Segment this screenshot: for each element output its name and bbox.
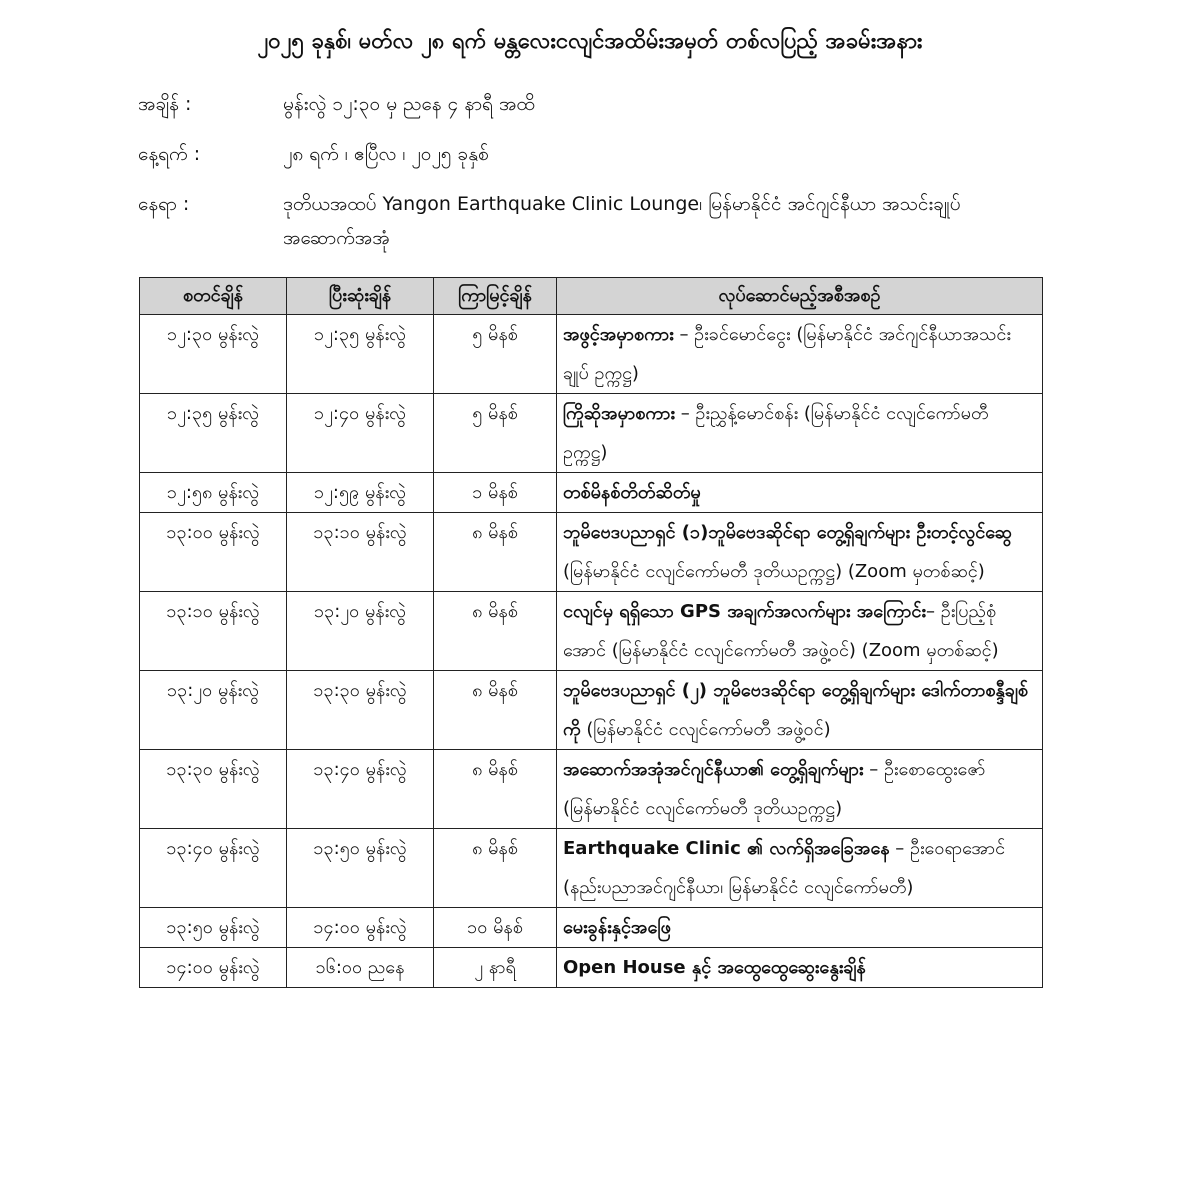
document-title: ၂၀၂၅ ခုနှစ်၊ မတ်လ ၂၈ ရက် မန္တလေးငလျင်အထိမ်းအမှတ် တစ်လပြည့် အခမ်းအနား [257, 29, 923, 54]
duration: ၅ မိနစ် [434, 315, 557, 394]
start-time: ၁၃:၂၀ မွန်းလွဲ [140, 671, 287, 750]
program-item [557, 473, 1043, 513]
header-duration: ကြာမြင့်ချိန် [434, 278, 557, 315]
end-time: ၁၃:၂၀ မွန်းလွဲ [287, 592, 434, 671]
table-row [140, 513, 1043, 592]
program-item [557, 513, 1043, 592]
duration: ၈ မိနစ် [434, 513, 557, 592]
end-time: ၁၄:၀၀ မွန်းလွဲ [287, 908, 434, 948]
end-time: ၁၃:၃၀ မွန်းလွဲ [287, 671, 434, 750]
duration: ၂ နာရီ [434, 948, 557, 988]
start-time: ၁၂:၃၅ မွန်းလွဲ [140, 394, 287, 473]
program-detail: – ဦးပြည့်စုံအောင် (မြန်မာနိုင်ငံ ငလျင်ကော်မတီ အဖွဲ့ဝင်) (Zoom မှတစ်ဆင့်) [563, 601, 999, 661]
table-row [140, 315, 1043, 394]
meta-time-label: အချိန် : [138, 93, 192, 115]
start-time: ၁၄:၀၀ မွန်းလွဲ [140, 948, 287, 988]
program-title: Earthquake Clinic ၏ လက်ရှိအခြေအနေ [563, 838, 890, 859]
program-title: ဘူမိဗေဒပညာရှင် (၁)ဘူမိဗေဒဆိုင်ရာ တွေ့ရှိချက်များ ဦးတင့်လွင်ဆွေ [563, 522, 1012, 543]
program-title: တစ်မိနစ်တိတ်ဆိတ်မှု [563, 482, 701, 503]
start-time: ၁၂:၅၈ မွန်းလွဲ [140, 473, 287, 513]
end-time: ၁၂:၄၀ မွန်းလွဲ [287, 394, 434, 473]
program-item [557, 829, 1043, 908]
start-time: ၁၃:၅၀ မွန်းလွဲ [140, 908, 287, 948]
table-header-row [140, 278, 1043, 315]
duration: ၅ မိနစ် [434, 394, 557, 473]
program-item [557, 750, 1043, 829]
table-row [140, 948, 1043, 988]
program-item [557, 592, 1043, 671]
program-item [557, 908, 1043, 948]
duration: ၁၀ မိနစ် [434, 908, 557, 948]
header-start-time: စတင်ချိန် [140, 278, 287, 315]
program-item [557, 394, 1043, 473]
meta-venue-value: ဒုတိယအထပ် Yangon Earthquake Clinic Lounge၊ မြန်မာနိုင်ငံ အင်ဂျင်နီယာ အသင်းချုပ် အဆောက်အအုံ [283, 193, 961, 249]
meta-date-value: ၂၈ ရက် ၊ ဧပြီလ ၊ ၂၀၂၅ ခုနှစ် [283, 143, 489, 165]
program-title: ကြိုဆိုအမှာစကား [563, 403, 675, 424]
schedule-table [139, 277, 1043, 988]
duration: ၈ မိနစ် [434, 592, 557, 671]
duration: ၁ မိနစ် [434, 473, 557, 513]
table-row [140, 750, 1043, 829]
program-title: ငလျင်မှ ရရှိသော GPS အချက်အလက်များ အကြောင်း [563, 601, 926, 622]
program-detail: (မြန်မာနိုင်ငံ ငလျင်ကော်မတီ ဒုတိယဥက္ကဋ္ဌ) (Zoom မှတစ်ဆင့်) [563, 561, 985, 582]
program-detail: – ဦးခင်မောင်ငွေး (မြန်မာနိုင်ငံ အင်ဂျင်နီယာအသင်းချုပ် ဥက္ကဋ္ဌ) [563, 324, 1011, 384]
program-item [557, 948, 1043, 988]
table-row [140, 908, 1043, 948]
end-time: ၁၃:၄၀ မွန်းလွဲ [287, 750, 434, 829]
meta-venue-label: နေရာ : [138, 193, 190, 215]
header-end-time: ပြီးဆုံးချိန် [287, 278, 434, 315]
start-time: ၁၃:၀၀ မွန်းလွဲ [140, 513, 287, 592]
end-time: ၁၆:၀၀ ညနေ [287, 948, 434, 988]
start-time: ၁၃:၃၀ မွန်းလွဲ [140, 750, 287, 829]
table-row [140, 671, 1043, 750]
table-row [140, 829, 1043, 908]
end-time: ၁၃:၅၀ မွန်းလွဲ [287, 829, 434, 908]
start-time: ၁၃:၁၀ မွန်းလွဲ [140, 592, 287, 671]
end-time: ၁၃:၁၀ မွန်းလွဲ [287, 513, 434, 592]
table-row [140, 592, 1043, 671]
program-title: အဖွင့်အမှာစကား [563, 324, 674, 345]
duration: ၈ မိနစ် [434, 671, 557, 750]
program-title: Open House နှင့် အထွေထွေဆွေးနွေးချိန် [563, 957, 866, 978]
duration: ၈ မိနစ် [434, 829, 557, 908]
program-detail: (မြန်မာနိုင်ငံ ငလျင်ကော်မတီ အဖွဲ့ဝင်) [580, 719, 831, 740]
meta-date-label: နေ့ရက် : [138, 143, 201, 165]
end-time: ၁၂:၃၅ မွန်းလွဲ [287, 315, 434, 394]
program-item [557, 671, 1043, 750]
program-item [557, 315, 1043, 394]
table-row [140, 473, 1043, 513]
duration: ၈ မိနစ် [434, 750, 557, 829]
header-program: လုပ်ဆောင်မည့်အစီအစဉ် [557, 278, 1043, 315]
program-detail: – ဦးစောထွေးဇော် (မြန်မာနိုင်ငံ ငလျင်ကော်မတီ ဒုတိယဥက္ကဋ္ဌ) [563, 759, 986, 819]
program-title: ဘူမိဗေဒပညာရှင် (၂) ဘူမိဗေဒဆိုင်ရာ တွေ့ရှိချက်များ ဒေါက်တာစန္ဒီချစ်ကို [563, 680, 1028, 740]
program-detail: – ဦးဝေရာအောင် (နည်းပညာအင်ဂျင်နီယာ၊ မြန်မာနိုင်ငံ ငလျင်ကော်မတီ) [563, 838, 1006, 898]
meta-time-value: မွန်းလွဲ ၁၂:၃၀ မှ ညနေ ၄ နာရီ အထိ [283, 93, 535, 115]
program-title: မေးခွန်းနှင့်အဖြေ [563, 917, 671, 938]
program-detail: – ဦးညွှန့်မောင်စန်း (မြန်မာနိုင်ငံ ငလျင်ကော်မတီ ဥက္ကဋ္ဌ) [563, 403, 989, 463]
end-time: ၁၂:၅၉ မွန်းလွဲ [287, 473, 434, 513]
start-time: ၁၂:၃၀ မွန်းလွဲ [140, 315, 287, 394]
program-title: အဆောက်အအုံအင်ဂျင်နီယာ၏ တွေ့ရှိချက်များ [563, 759, 864, 780]
table-row [140, 394, 1043, 473]
start-time: ၁၃:၄၀ မွန်းလွဲ [140, 829, 287, 908]
